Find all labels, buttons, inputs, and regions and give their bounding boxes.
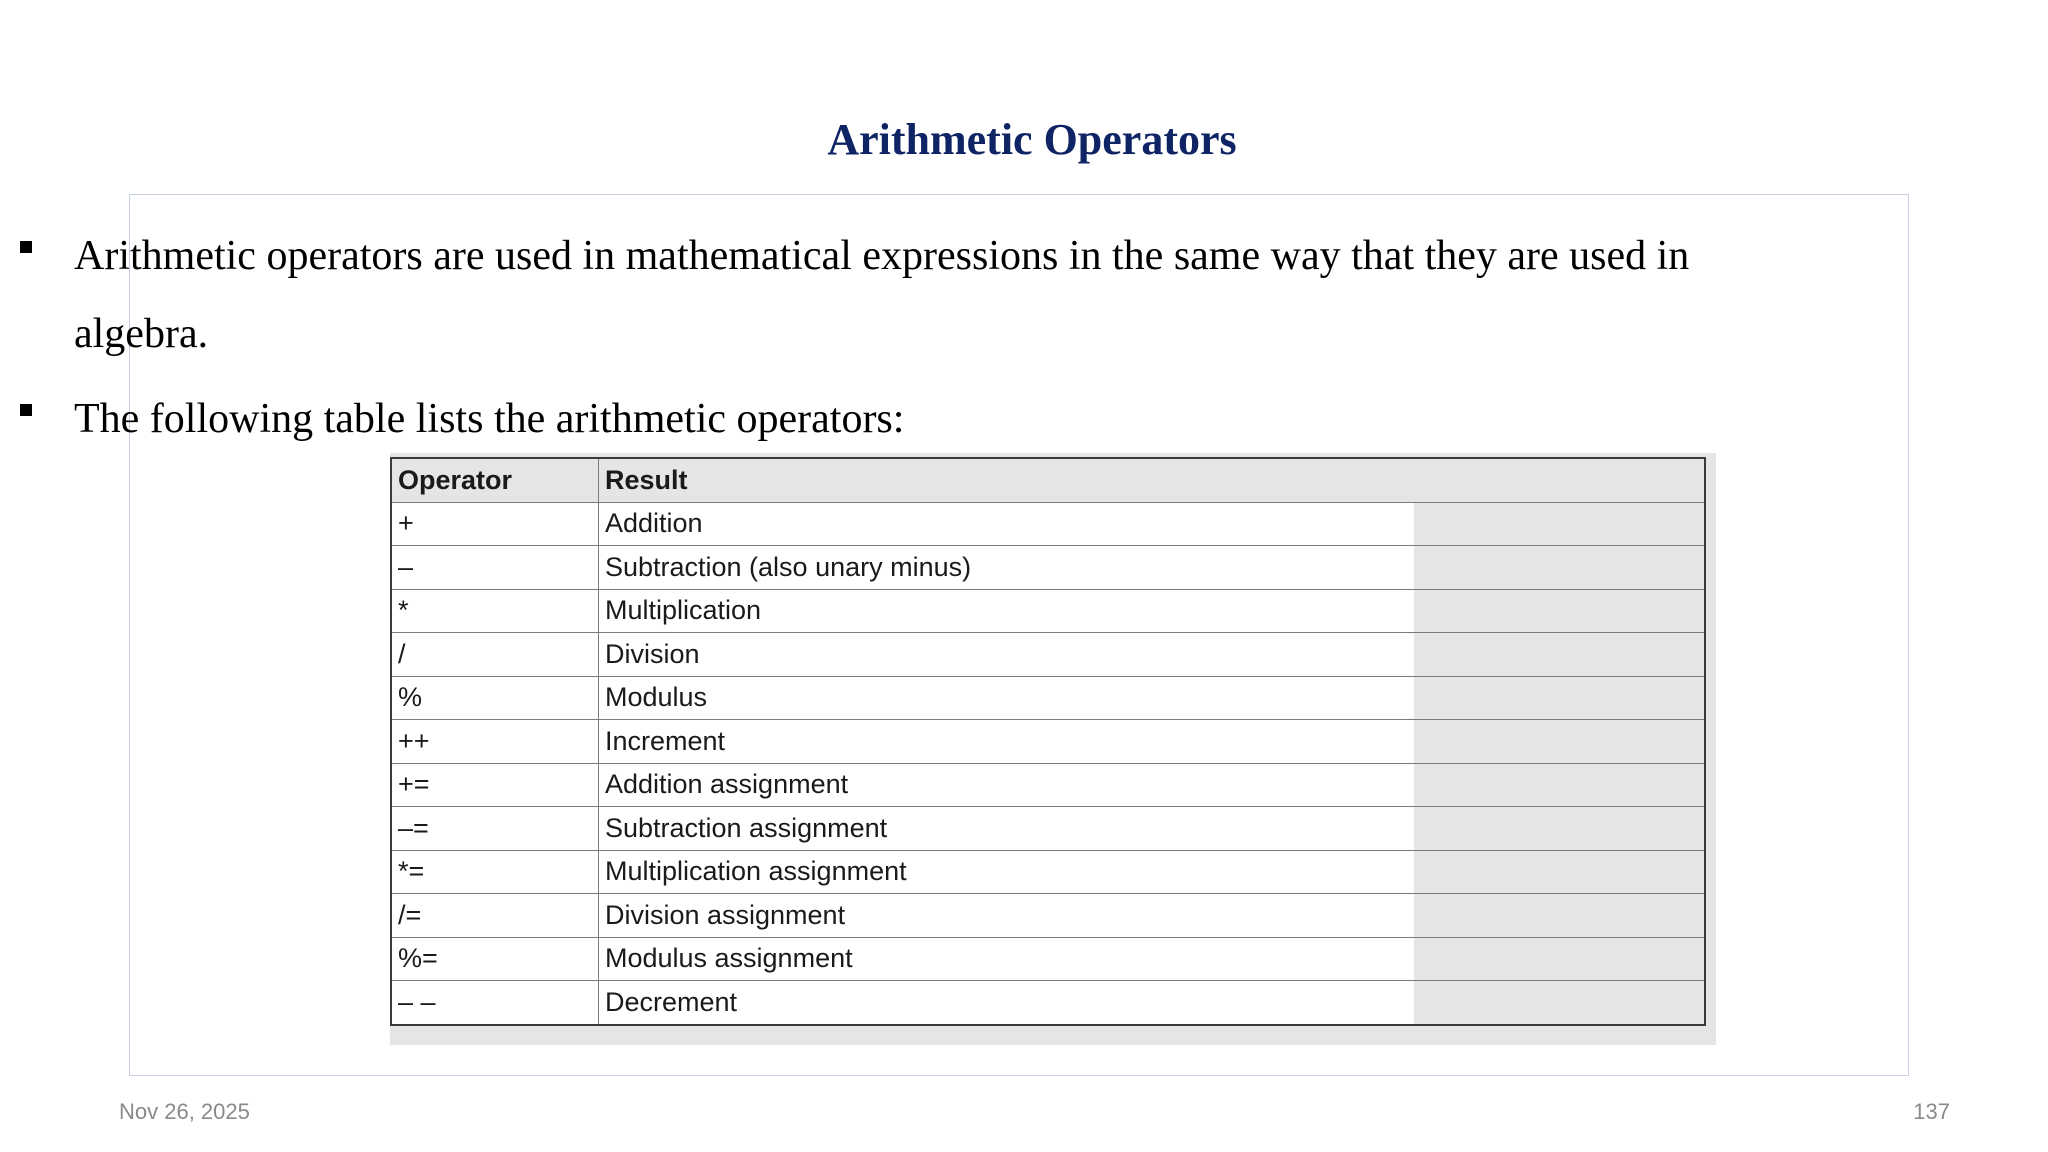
- result-cell: Addition assignment: [598, 763, 1413, 807]
- table-gray-fill: [1414, 633, 1705, 677]
- header-operator: Operator: [391, 458, 598, 502]
- operator-cell: /: [391, 633, 598, 677]
- table-row: [391, 937, 1705, 981]
- result-cell: Increment: [598, 720, 1413, 764]
- table-row: [391, 894, 1705, 938]
- footer-date: Nov 26, 2025: [119, 1099, 250, 1124]
- bullet-square-icon: [20, 241, 32, 253]
- table-body: [391, 502, 1705, 1025]
- table-row: [391, 589, 1705, 633]
- table-gray-fill: [1414, 589, 1705, 633]
- operator-cell: –=: [391, 807, 598, 851]
- table-gray-fill: [1414, 502, 1705, 546]
- result-cell: Modulus: [598, 676, 1413, 720]
- result-cell: Subtraction assignment: [598, 807, 1413, 851]
- operator-cell: *: [391, 589, 598, 633]
- operator-cell: /=: [391, 894, 598, 938]
- operator-table-image: [390, 453, 1716, 1045]
- result-cell: Subtraction (also unary minus): [598, 546, 1413, 590]
- table-row: [391, 763, 1705, 807]
- table-row: [391, 676, 1705, 720]
- table-gray-fill: [1414, 546, 1705, 590]
- operator-cell: ++: [391, 720, 598, 764]
- page-number: 137: [1913, 1099, 1950, 1124]
- table-row: [391, 633, 1705, 677]
- table-gray-fill: [1414, 894, 1705, 938]
- table-gray-fill: [1414, 981, 1705, 1025]
- table-row: [391, 502, 1705, 546]
- table-row: [391, 850, 1705, 894]
- table-gray-fill: [1414, 763, 1705, 807]
- table-row: [391, 546, 1705, 590]
- slide-title: Arithmetic Operators: [827, 115, 1237, 164]
- table-gray-fill: [1414, 937, 1705, 981]
- table-gray-fill: [1414, 850, 1705, 894]
- result-cell: Multiplication: [598, 589, 1413, 633]
- bullet-item: [20, 380, 1760, 458]
- bullet-item: [20, 217, 1760, 373]
- table-header-row: [391, 458, 1705, 502]
- bullet-square-icon: [20, 404, 32, 416]
- operator-cell: +: [391, 502, 598, 546]
- operator-cell: – –: [391, 981, 598, 1025]
- table-gray-fill: [1414, 676, 1705, 720]
- operator-cell: %=: [391, 937, 598, 981]
- operator-cell: +=: [391, 763, 598, 807]
- operator-table: [390, 457, 1706, 1026]
- result-cell: Modulus assignment: [598, 937, 1413, 981]
- bullet-text: The following table lists the arithmetic operators:: [74, 396, 905, 442]
- operator-cell: *=: [391, 850, 598, 894]
- result-cell: Addition: [598, 502, 1413, 546]
- table-row: [391, 807, 1705, 851]
- table-gray-fill: [1414, 807, 1705, 851]
- result-cell: Division assignment: [598, 894, 1413, 938]
- result-cell: Multiplication assignment: [598, 850, 1413, 894]
- result-cell: Decrement: [598, 981, 1413, 1025]
- bullet-text: Arithmetic operators are used in mathematical expressions in the same way that they are used in algebra.: [74, 233, 1690, 357]
- table-gray-fill: [1414, 720, 1705, 764]
- header-result: Result: [598, 458, 1413, 502]
- operator-cell: %: [391, 676, 598, 720]
- table-row: [391, 720, 1705, 764]
- header-fill: [1414, 458, 1705, 502]
- result-cell: Division: [598, 633, 1413, 677]
- operator-cell: –: [391, 546, 598, 590]
- table-row: [391, 981, 1705, 1025]
